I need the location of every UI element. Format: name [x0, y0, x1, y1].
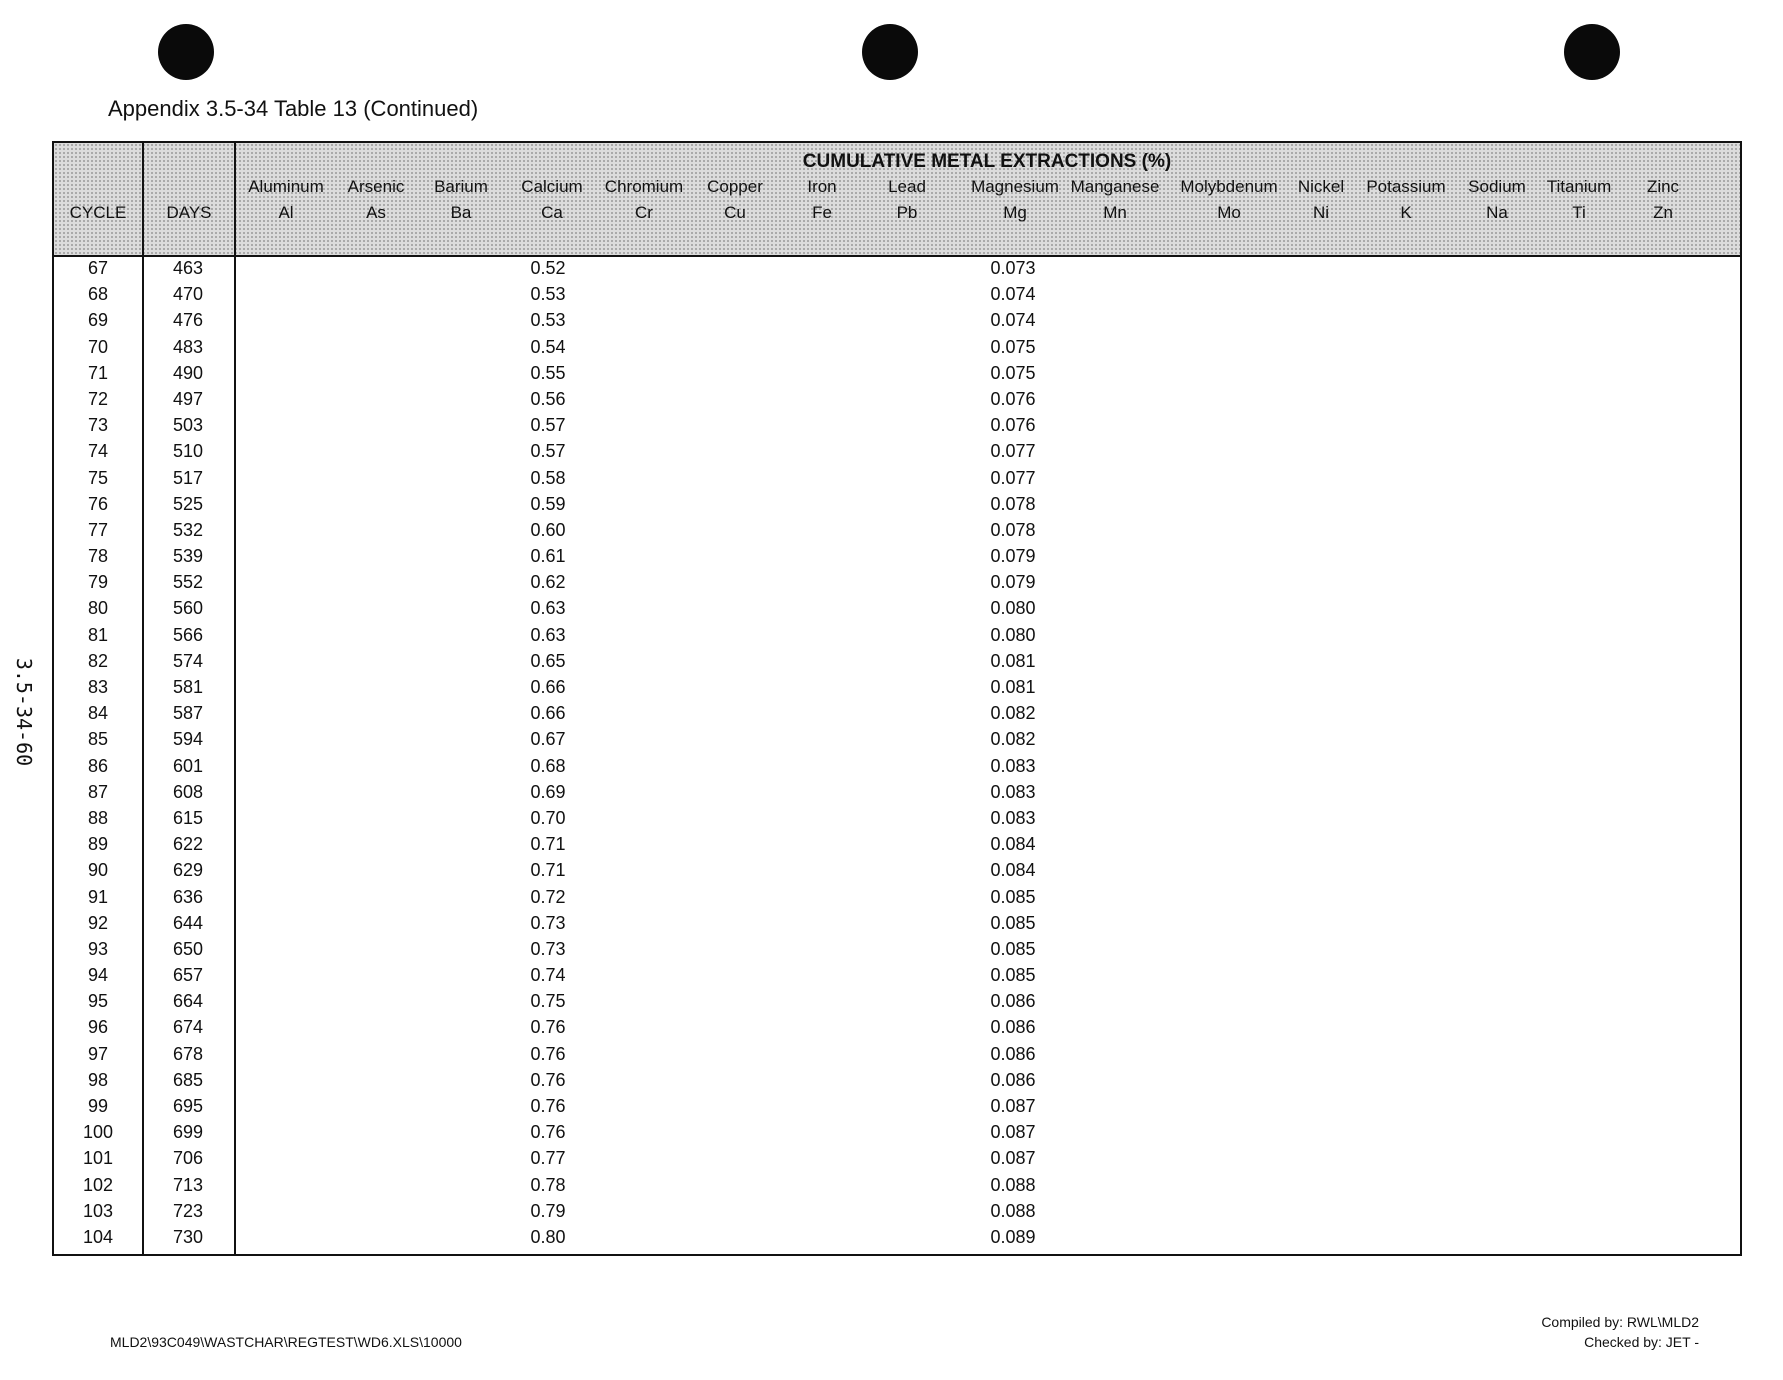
magnesium-value-cell: 0.075 — [990, 336, 1036, 357]
calcium-value-cell: 0.58 — [530, 467, 566, 488]
days-cell: 706 — [172, 1148, 204, 1169]
calcium-value-cell: 0.69 — [530, 781, 566, 802]
magnesium-value-cell: 0.080 — [990, 624, 1036, 645]
metal-symbol-header: Cu — [724, 203, 746, 222]
magnesium-value-cell: 0.085 — [990, 965, 1036, 986]
calcium-value-cell: 0.70 — [530, 807, 566, 828]
side-page-code: 3.5-34-60 — [12, 657, 37, 767]
page-title: Appendix 3.5-34 Table 13 (Continued) — [108, 96, 479, 121]
cycle-cell: 72 — [87, 388, 109, 409]
cycle-cell: 70 — [87, 336, 109, 357]
table-row — [54, 964, 1740, 990]
table-row — [54, 728, 1740, 754]
cycle-cell: 88 — [87, 807, 109, 828]
calcium-value-cell: 0.63 — [530, 624, 566, 645]
days-header: DAYS — [166, 203, 212, 222]
calcium-value-cell: 0.78 — [530, 1174, 566, 1195]
magnesium-value-cell: 0.076 — [990, 415, 1036, 436]
cycle-cell: 73 — [87, 415, 109, 436]
magnesium-value-cell: 0.082 — [990, 703, 1036, 724]
table-row — [54, 1147, 1740, 1173]
metal-symbol-header: Fe — [812, 203, 832, 222]
days-cell: 674 — [172, 1017, 204, 1038]
table-row — [54, 414, 1740, 440]
metal-name-header: Titanium — [1546, 177, 1612, 196]
calcium-value-cell: 0.57 — [530, 415, 566, 436]
calcium-value-cell: 0.71 — [530, 834, 566, 855]
magnesium-value-cell: 0.084 — [990, 834, 1036, 855]
days-cell: 552 — [172, 572, 204, 593]
calcium-value-cell: 0.79 — [530, 1200, 566, 1221]
calcium-value-cell: 0.65 — [530, 650, 566, 671]
calcium-value-cell: 0.59 — [530, 493, 566, 514]
metal-name-header: Manganese — [1070, 177, 1160, 196]
metal-symbol-header: Ni — [1312, 203, 1330, 222]
magnesium-value-cell: 0.087 — [990, 1122, 1036, 1143]
cycle-cell: 80 — [87, 598, 109, 619]
table-row — [54, 519, 1740, 545]
table-row — [54, 440, 1740, 466]
binder-hole-center — [862, 24, 918, 80]
cycle-cell: 86 — [87, 755, 109, 776]
cycle-cell: 67 — [87, 258, 109, 278]
table-row — [54, 571, 1740, 597]
magnesium-value-cell: 0.086 — [990, 1069, 1036, 1090]
table-row — [54, 938, 1740, 964]
calcium-value-cell: 0.53 — [530, 310, 566, 331]
cycle-cell: 83 — [87, 677, 109, 697]
calcium-value-cell: 0.76 — [530, 1069, 566, 1090]
calcium-value-cell: 0.56 — [530, 388, 566, 409]
binder-hole-left — [158, 24, 214, 80]
table-row — [54, 362, 1740, 388]
footer-signoff — [1541, 1312, 1699, 1352]
calcium-value-cell: 0.68 — [530, 755, 566, 776]
magnesium-value-cell: 0.078 — [990, 493, 1036, 514]
metal-symbol-header: Al — [278, 203, 294, 222]
magnesium-value-cell: 0.079 — [990, 572, 1036, 593]
cycle-cell: 78 — [87, 546, 109, 567]
metal-symbol-header: Mg — [1003, 203, 1027, 222]
calcium-value-cell: 0.74 — [530, 965, 566, 986]
magnesium-value-cell: 0.085 — [990, 886, 1036, 907]
cycle-cell: 79 — [87, 572, 109, 593]
cycle-header: CYCLE — [69, 203, 127, 222]
cycle-cell: 89 — [87, 834, 109, 855]
cycle-cell: 69 — [87, 310, 109, 331]
cycle-cell: 94 — [87, 965, 109, 986]
binder-hole-right — [1564, 24, 1620, 80]
days-cell: 601 — [172, 755, 204, 776]
cycle-cell: 93 — [87, 938, 109, 959]
calcium-value-cell: 0.63 — [530, 598, 566, 619]
cycle-cell: 68 — [87, 284, 109, 305]
cycle-cell: 97 — [87, 1043, 109, 1064]
metal-symbol-header: Ba — [450, 203, 472, 222]
metal-name-header: Calcium — [521, 177, 583, 196]
metal-name-header: Molybdenum — [1180, 177, 1278, 196]
table-row — [54, 336, 1740, 362]
table-row — [54, 1016, 1740, 1042]
metal-symbol-header: Mn — [1103, 203, 1127, 222]
days-cell: 650 — [172, 938, 204, 959]
magnesium-value-cell: 0.087 — [990, 1148, 1036, 1169]
cycle-cell: 103 — [82, 1200, 114, 1221]
metal-name-header: Arsenic — [347, 177, 405, 196]
days-cell: 497 — [172, 388, 204, 409]
cycle-cell: 98 — [87, 1069, 109, 1090]
metal-name-header: Zinc — [1646, 177, 1680, 196]
days-cell: 510 — [172, 441, 204, 462]
metal-symbol-header: Zn — [1653, 203, 1673, 222]
days-cell: 730 — [172, 1226, 204, 1247]
calcium-value-cell: 0.53 — [530, 284, 566, 305]
table-row — [54, 545, 1740, 571]
group-title: CUMULATIVE METAL EXTRACTIONS (%) — [802, 151, 1172, 172]
magnesium-value-cell: 0.079 — [990, 546, 1036, 567]
cycle-cell: 76 — [87, 493, 109, 514]
magnesium-value-cell: 0.086 — [990, 1043, 1036, 1064]
magnesium-value-cell: 0.078 — [990, 519, 1036, 540]
calcium-value-cell: 0.76 — [530, 1043, 566, 1064]
table-row — [54, 467, 1740, 493]
magnesium-value-cell: 0.081 — [990, 677, 1036, 697]
magnesium-value-cell: 0.074 — [990, 284, 1036, 305]
magnesium-value-cell: 0.083 — [990, 781, 1036, 802]
days-cell: 615 — [172, 807, 204, 828]
table-row — [54, 912, 1740, 938]
magnesium-value-cell: 0.083 — [990, 807, 1036, 828]
days-cell: 695 — [172, 1096, 204, 1116]
magnesium-value-cell: 0.075 — [990, 362, 1036, 383]
days-cell: 566 — [172, 624, 204, 645]
table-row — [54, 1200, 1740, 1226]
file-path: MLD2\93C049\WASTCHAR\REGTEST\WD6.XLS\10000 — [110, 1334, 462, 1350]
days-cell: 723 — [172, 1200, 204, 1221]
table-row — [54, 1069, 1740, 1095]
cycle-cell: 91 — [87, 886, 109, 907]
magnesium-value-cell: 0.073 — [990, 258, 1036, 278]
compiled-by: Compiled by: RWL\MLD2 — [1541, 1314, 1699, 1330]
table-row — [54, 1174, 1740, 1200]
calcium-value-cell: 0.72 — [530, 886, 566, 907]
calcium-value-cell: 0.80 — [530, 1226, 566, 1247]
metal-name-header: Aluminum — [248, 177, 324, 196]
table-row — [54, 676, 1740, 702]
days-cell: 517 — [172, 467, 204, 488]
calcium-value-cell: 0.61 — [530, 546, 566, 567]
metal-name-header: Barium — [434, 177, 488, 196]
days-cell: 713 — [172, 1174, 204, 1195]
cycle-cell: 100 — [82, 1122, 114, 1143]
calcium-value-cell: 0.66 — [530, 677, 566, 697]
days-cell: 503 — [172, 415, 204, 436]
magnesium-value-cell: 0.087 — [990, 1096, 1036, 1116]
cycle-cell: 90 — [87, 860, 109, 881]
table-row — [54, 1226, 1740, 1252]
table-row — [54, 283, 1740, 309]
table-row — [54, 990, 1740, 1016]
calcium-value-cell: 0.62 — [530, 572, 566, 593]
magnesium-value-cell: 0.083 — [990, 755, 1036, 776]
days-cell: 483 — [172, 336, 204, 357]
metal-name-header: Lead — [888, 177, 926, 196]
magnesium-value-cell: 0.088 — [990, 1174, 1036, 1195]
table-row — [54, 807, 1740, 833]
magnesium-value-cell: 0.089 — [990, 1226, 1036, 1247]
days-cell: 490 — [172, 362, 204, 383]
magnesium-value-cell: 0.086 — [990, 1017, 1036, 1038]
cycle-cell: 99 — [87, 1096, 109, 1116]
cycle-cell: 102 — [82, 1174, 114, 1195]
calcium-value-cell: 0.55 — [530, 362, 566, 383]
cycle-cell: 87 — [87, 781, 109, 802]
cycle-cell: 84 — [87, 703, 109, 724]
days-cell: 574 — [172, 650, 204, 671]
days-cell: 636 — [172, 886, 204, 907]
table-row — [54, 597, 1740, 623]
days-cell: 532 — [172, 519, 204, 540]
metal-symbol-header: Ca — [541, 203, 563, 222]
calcium-value-cell: 0.67 — [530, 729, 566, 750]
calcium-value-cell: 0.57 — [530, 441, 566, 462]
cycle-cell: 74 — [87, 441, 109, 462]
metal-symbol-header: Na — [1486, 203, 1508, 222]
days-cell: 644 — [172, 912, 204, 933]
magnesium-value-cell: 0.082 — [990, 729, 1036, 750]
calcium-value-cell: 0.76 — [530, 1017, 566, 1038]
calcium-value-cell: 0.76 — [530, 1096, 566, 1116]
magnesium-value-cell: 0.085 — [990, 912, 1036, 933]
metal-symbol-header: Pb — [896, 203, 918, 222]
days-cell: 560 — [172, 598, 204, 619]
calcium-value-cell: 0.66 — [530, 703, 566, 724]
table-row — [54, 702, 1740, 728]
calcium-value-cell: 0.60 — [530, 519, 566, 540]
magnesium-value-cell: 0.074 — [990, 310, 1036, 331]
magnesium-value-cell: 0.077 — [990, 467, 1036, 488]
table-row — [54, 388, 1740, 414]
table-row — [54, 624, 1740, 650]
cycle-cell: 81 — [87, 624, 109, 645]
days-cell: 622 — [172, 834, 204, 855]
table-row — [54, 257, 1740, 283]
days-cell: 539 — [172, 546, 204, 567]
metal-name-header: Magnesium — [971, 177, 1059, 196]
days-cell: 587 — [172, 703, 204, 724]
table-row — [54, 309, 1740, 335]
metal-symbol-header: Ti — [1572, 203, 1586, 222]
metal-symbol-header: Mo — [1217, 203, 1241, 222]
table-row — [54, 493, 1740, 519]
table-header — [54, 143, 1740, 257]
magnesium-value-cell: 0.077 — [990, 441, 1036, 462]
cycle-cell: 77 — [87, 519, 109, 540]
days-cell: 463 — [172, 258, 204, 278]
days-cell: 678 — [172, 1043, 204, 1064]
cycle-cell: 85 — [87, 729, 109, 750]
magnesium-value-cell: 0.080 — [990, 598, 1036, 619]
metal-name-header: Chromium — [604, 177, 684, 196]
metal-name-header: Nickel — [1297, 177, 1345, 196]
metal-name-header: Iron — [807, 177, 837, 196]
cycle-cell: 96 — [87, 1017, 109, 1038]
data-table — [52, 141, 1742, 1256]
cycle-cell: 104 — [82, 1226, 114, 1247]
metal-symbol-header: K — [1400, 203, 1412, 222]
metal-symbol-header: As — [366, 203, 386, 222]
days-cell: 608 — [172, 781, 204, 802]
calcium-value-cell: 0.77 — [530, 1148, 566, 1169]
days-cell: 685 — [172, 1069, 204, 1090]
metal-symbol-header: Cr — [635, 203, 653, 222]
checked-by: Checked by: JET - — [1584, 1334, 1699, 1350]
calcium-value-cell: 0.73 — [530, 912, 566, 933]
table-row — [54, 755, 1740, 781]
days-cell: 470 — [172, 284, 204, 305]
days-cell: 699 — [172, 1122, 204, 1143]
metal-name-header: Copper — [707, 177, 763, 196]
magnesium-value-cell: 0.076 — [990, 388, 1036, 409]
metal-name-header: Sodium — [1468, 177, 1526, 196]
calcium-value-cell: 0.73 — [530, 938, 566, 959]
magnesium-value-cell: 0.088 — [990, 1200, 1036, 1221]
cycle-cell: 75 — [87, 467, 109, 488]
magnesium-value-cell: 0.081 — [990, 650, 1036, 671]
table-body — [54, 257, 1740, 1252]
table-row — [54, 1043, 1740, 1069]
cycle-cell: 95 — [87, 991, 109, 1012]
table-row — [54, 886, 1740, 912]
days-cell: 594 — [172, 729, 204, 750]
days-cell: 525 — [172, 493, 204, 514]
cycle-cell: 82 — [87, 650, 109, 671]
table-row — [54, 781, 1740, 807]
cycle-cell: 92 — [87, 912, 109, 933]
table-row — [54, 1121, 1740, 1147]
calcium-value-cell: 0.71 — [530, 860, 566, 881]
days-cell: 657 — [172, 965, 204, 986]
cycle-cell: 71 — [87, 362, 109, 383]
magnesium-value-cell: 0.085 — [990, 938, 1036, 959]
calcium-value-cell: 0.75 — [530, 991, 566, 1012]
table-row — [54, 650, 1740, 676]
table-row — [54, 859, 1740, 885]
table-row — [54, 833, 1740, 859]
magnesium-value-cell: 0.084 — [990, 860, 1036, 881]
days-cell: 664 — [172, 991, 204, 1012]
days-cell: 476 — [172, 310, 204, 331]
days-cell: 581 — [172, 677, 204, 697]
calcium-value-cell: 0.54 — [530, 336, 566, 357]
calcium-value-cell: 0.52 — [530, 258, 566, 278]
days-cell: 629 — [172, 860, 204, 881]
calcium-value-cell: 0.76 — [530, 1122, 566, 1143]
table-row — [54, 1095, 1740, 1121]
cycle-cell: 101 — [82, 1148, 114, 1169]
magnesium-value-cell: 0.086 — [990, 991, 1036, 1012]
metal-name-header: Potassium — [1366, 177, 1446, 196]
